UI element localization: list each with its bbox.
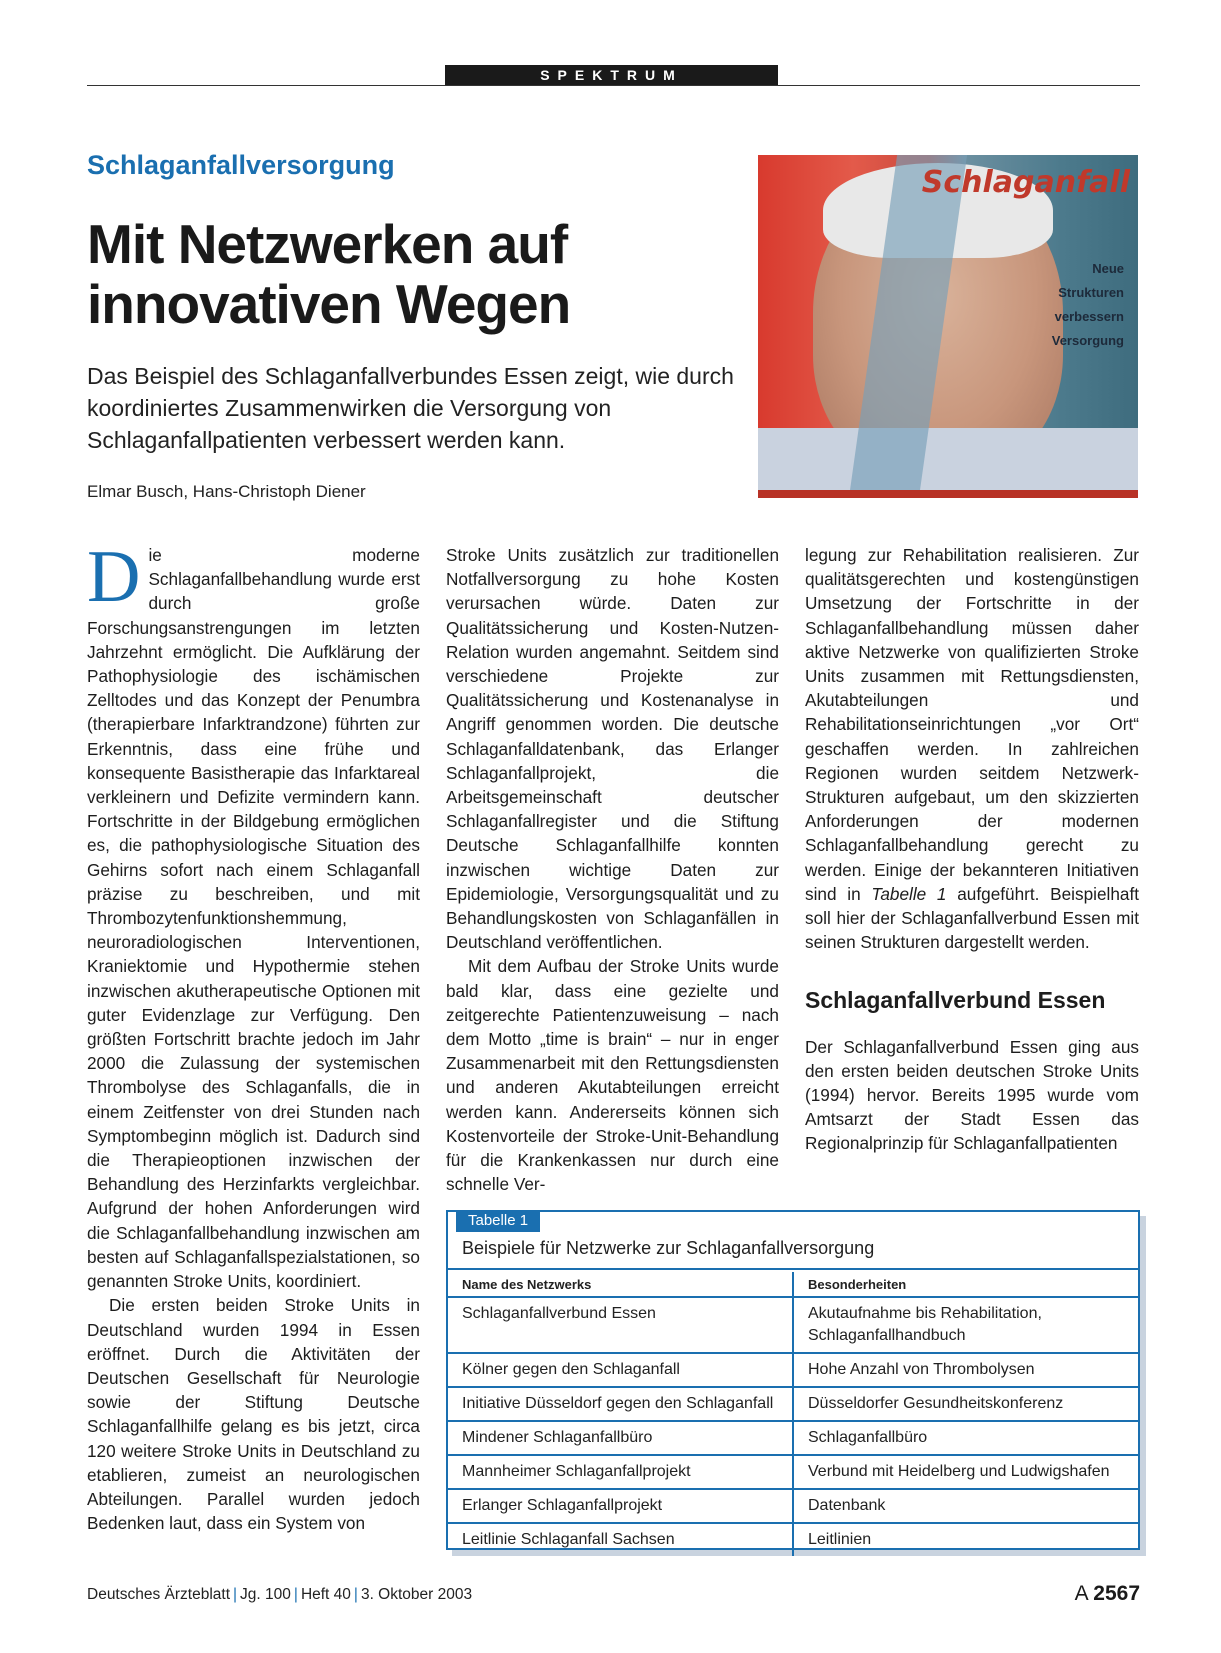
table-row [448, 1489, 1138, 1523]
table-header-row [448, 1272, 1138, 1297]
table-cell: Hohe Anzahl von Thrombolysen [793, 1353, 1138, 1387]
footer-separator: | [233, 1586, 238, 1603]
table-cell: Datenbank [793, 1489, 1138, 1523]
table-row [448, 1387, 1138, 1421]
column-header: Name des Netzwerks [448, 1272, 793, 1297]
page-value: 2567 [1093, 1582, 1140, 1605]
table-cell: Leitlinie Schlaganfall Sachsen [448, 1523, 793, 1556]
table-cell: Mindener Schlaganfallbüro [448, 1421, 793, 1455]
page-number [1075, 1582, 1140, 1606]
photo-title: Schlaganfall [921, 165, 1130, 200]
table-row [448, 1455, 1138, 1489]
table-cell: Erlanger Schlaganfallprojekt [448, 1489, 793, 1523]
footer-separator: | [293, 1586, 298, 1603]
table-title: Beispiele für Netzwerke zur Schlaganfallversorgung [462, 1238, 875, 1258]
table-row [448, 1523, 1138, 1556]
drop-cap: D [87, 536, 141, 618]
table-title-rule [448, 1268, 1138, 1270]
table-cell: Düsseldorfer Gesundheitskonferenz [793, 1387, 1138, 1421]
table-1 [446, 1210, 1140, 1550]
table-cell: Mannheimer Schlaganfallprojekt [448, 1455, 793, 1489]
paragraph [805, 543, 1139, 954]
article-teaser: Das Beispiel des Schlaganfallverbundes Essen zeigt, wie durch koordiniertes Zusammenwirken die Versorgung von Schlaganfallpatienten verbessert werden kann. [87, 363, 734, 453]
article-authors: Elmar Busch, Hans-Christoph Diener [87, 482, 366, 501]
paragraph-text: aufgeführt. Beispielhaft soll hier der Schlaganfallverbund Essen mit seinen Strukturen dargestellt werden. [805, 883, 1140, 953]
table-cell: Schlaganfallverbund Essen [448, 1297, 793, 1353]
paragraph: Mit dem Aufbau der Stroke Units wurde bald klar, dass eine gezielte und zeitgerechte Patientenzuweisung – nach dem Motto „time is brain“ – nur in enger Zusammenarbeit mit den Rettungsdiensten und anderen Akutabteilungen erreicht werden kann. Andererseits können sich Kostenvorteile der Stroke-Unit-Behandlung für die Krankenkassen nur durch eine schnelle Ver- [446, 956, 779, 1195]
photo-strip [758, 490, 1138, 498]
table-reference: Tabelle 1 [871, 883, 947, 904]
table-row [448, 1353, 1138, 1387]
journal-volume: Jg. 100 [240, 1586, 291, 1603]
page-footer [87, 1586, 472, 1604]
section-label: SPEKTRUM [445, 65, 778, 85]
table-label: Tabelle 1 [456, 1210, 540, 1232]
journal-date: 3. Oktober 2003 [360, 1586, 473, 1603]
journal-issue: Heft 40 [300, 1586, 351, 1603]
paragraph: Die ersten beiden Stroke Units in Deutschland wurden 1994 in Essen eröffnet. Durch die Aktivitäten der Deutschen Gesellschaft für Neurologie sowie der Stiftung Deutsche Schlaganfallhilfe gelang es bis jetzt, circa 120 weitere Stroke Units in Deutschland zu etablieren, zumeist an neurologischen Abteilungen. Parallel wurden jedoch Bedenken laut, dass ein System von [87, 1295, 420, 1534]
footer-separator: | [353, 1586, 358, 1603]
portrait-shirt [758, 428, 1138, 498]
article-headline: Mit Netzwerken auf innovativen Wegen [87, 213, 571, 335]
paragraph [87, 536, 420, 1293]
header-rule [87, 85, 1140, 86]
photo-subtitle: Neue Strukturen verbessern Versorgung [1051, 261, 1124, 348]
table-cell: Schlaganfallbüro [793, 1421, 1138, 1455]
table-row [448, 1297, 1138, 1353]
table-cell: Kölner gegen den Schlaganfall [448, 1353, 793, 1387]
paragraph: Stroke Units zusätzlich zur traditionellen Notfallversorgung zu hohe Kosten verursachen würde. Daten zur Qualitätssicherung und Kosten-Nutzen-Relation wurden angemahnt. Seitdem sind verschiedene Projekte zur Qualitätssicherung und Kostenanalyse in Angriff genommen worden. Die deutsche Schlaganfalldatenbank, das Erlanger Schlaganfallprojekt, die Arbeitsgemeinschaft deutscher Schlaganfallregister und die Stiftung Deutsche Schlaganfallhilfe konnten inzwischen wichtige Daten zur Epidemiologie, Versorgungsqualität und zu Behandlungskosten von Schlaganfällen in Deutschland veröffentlichen. [446, 545, 779, 953]
paragraph-text: ie moderne Schlaganfallbehandlung wurde erst durch große Forschungsanstrengungen im letzten Jahrzehnt ermöglicht. Die Aufklärung der Pathophysiologie des ischämischen Zelltodes und das Konzept der Penumbra (therapierbare Infarktrandzone) führten zur Erkenntnis, dass eine frühe und konsequente Basistherapie das Infarktareal verkleinern und Defizite vermindern kann. Fortschritte in der Bildgebung ermöglichen es, die pathophysiologische Situation des Gehirns sofort nach einem Schlaganfall präzise zu beschreiben, und mit Thrombozytenfunktionshemmung, neuroradiologischen Interventionen, Kraniektomie und Hypothermie stehen inzwischen akutherapeutische Optionen mit guter Evidenzlage zur Verfügung. Den größten Fortschritt brachte jedoch im Jahr 2000 die Zulassung der systemischen Thrombolyse des Schlaganfalls, die in einem Zeitfenster von drei Stunden nach Symptombeginn möglich ist. Dadurch sind die Therapieoptionen inzwischen der Behandlung des Herzinfarkts vergleichbar. Aufgrund der hohen Anforderungen wird die Schlaganfallbehandlung inzwischen am besten auf Schlaganfallspezialstationen, so genannten Stroke Units, koordiniert. [87, 545, 420, 1292]
column-header: Besonderheiten [793, 1272, 1138, 1297]
section-subhead: Schlaganfallverbund Essen [805, 987, 1106, 1014]
article-kicker: Schlaganfallversorgung [87, 150, 395, 180]
page-prefix: A [1074, 1582, 1088, 1605]
paragraph-text: legung zur Rehabilitation realisieren. Zur qualitätsgerechten und kostengünstigen Umsetzung der Fortschritte in der Schlaganfallbehandlung müssen daher aktive Netzwerke von qualifizierten Stroke Units zusammen mit Rettungsdiensten, Akutabteilungen und Rehabilitationseinrichtungen „vor Ort“ geschaffen werden. In zahlreichen Regionen wurden seitdem Netzwerk-Strukturen aufgebaut, um den skizzierten Anforderungen der modernen Schlaganfallbehandlung gerecht zu werden. Einige der bekannteren Initiativen sind in [805, 545, 1139, 904]
networks-table [448, 1272, 1138, 1556]
journal-name: Deutsches Ärzteblatt [87, 1586, 231, 1603]
column-3 [805, 543, 1139, 1156]
article-photo [758, 155, 1138, 498]
table-row [448, 1421, 1138, 1455]
column-1 [87, 536, 420, 1535]
column-2 [446, 543, 779, 1196]
table-cell: Initiative Düsseldorf gegen den Schlaganfall [448, 1387, 793, 1421]
paragraph: Der Schlaganfallverbund Essen ging aus den ersten beiden deutschen Stroke Units (1994) hervor. Bereits 1995 wurde vom Amtsarzt der Stadt Essen das Regionalprinzip für Schlaganfallpatienten [805, 1036, 1139, 1154]
table-cell: Leitlinien [808, 1531, 872, 1548]
table-cell: Akutaufnahme bis Rehabilitation, Schlaganfallhandbuch [793, 1297, 1138, 1353]
table-cell: Verbund mit Heidelberg und Ludwigshafen [793, 1455, 1138, 1489]
